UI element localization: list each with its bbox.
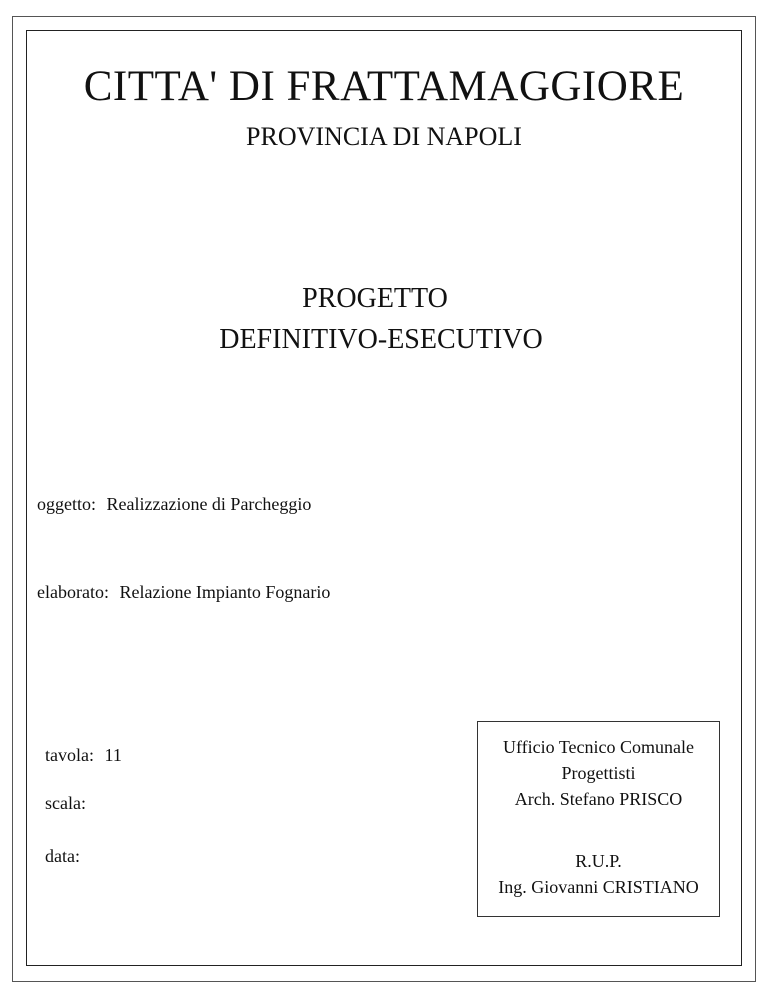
data-field: [45, 846, 86, 867]
project-title-line2: DEFINITIVO-ESECUTIVO: [219, 324, 543, 355]
province-subtitle: PROVINCIA DI NAPOLI: [246, 122, 522, 151]
oggetto-value: Realizzazione di Parcheggio: [106, 494, 312, 514]
oggetto-field: [37, 494, 311, 515]
tavola-label: tavola:: [45, 745, 94, 765]
office-box: [477, 721, 720, 917]
oggetto-label: oggetto:: [37, 494, 96, 514]
scala-field: [45, 793, 92, 814]
city-title: CITTA' DI FRATTAMAGGIORE: [83, 63, 685, 110]
elaborato-value: Relazione Impianto Fognario: [119, 582, 331, 602]
designer-name: Arch. Stefano PRISCO: [514, 789, 683, 809]
elaborato-label: elaborato:: [37, 582, 109, 602]
rup-label: R.U.P.: [575, 851, 622, 871]
project-title-line1: PROGETTO: [302, 283, 448, 314]
data-label: data:: [45, 846, 80, 866]
elaborato-field: [37, 582, 330, 603]
scala-label: scala:: [45, 793, 86, 813]
tavola-field: [45, 745, 122, 766]
office-title: Ufficio Tecnico Comunale: [502, 737, 695, 757]
tavola-value: 11: [104, 745, 122, 765]
rup-name: Ing. Giovanni CRISTIANO: [498, 877, 699, 897]
designers-label: Progettisti: [561, 763, 636, 783]
